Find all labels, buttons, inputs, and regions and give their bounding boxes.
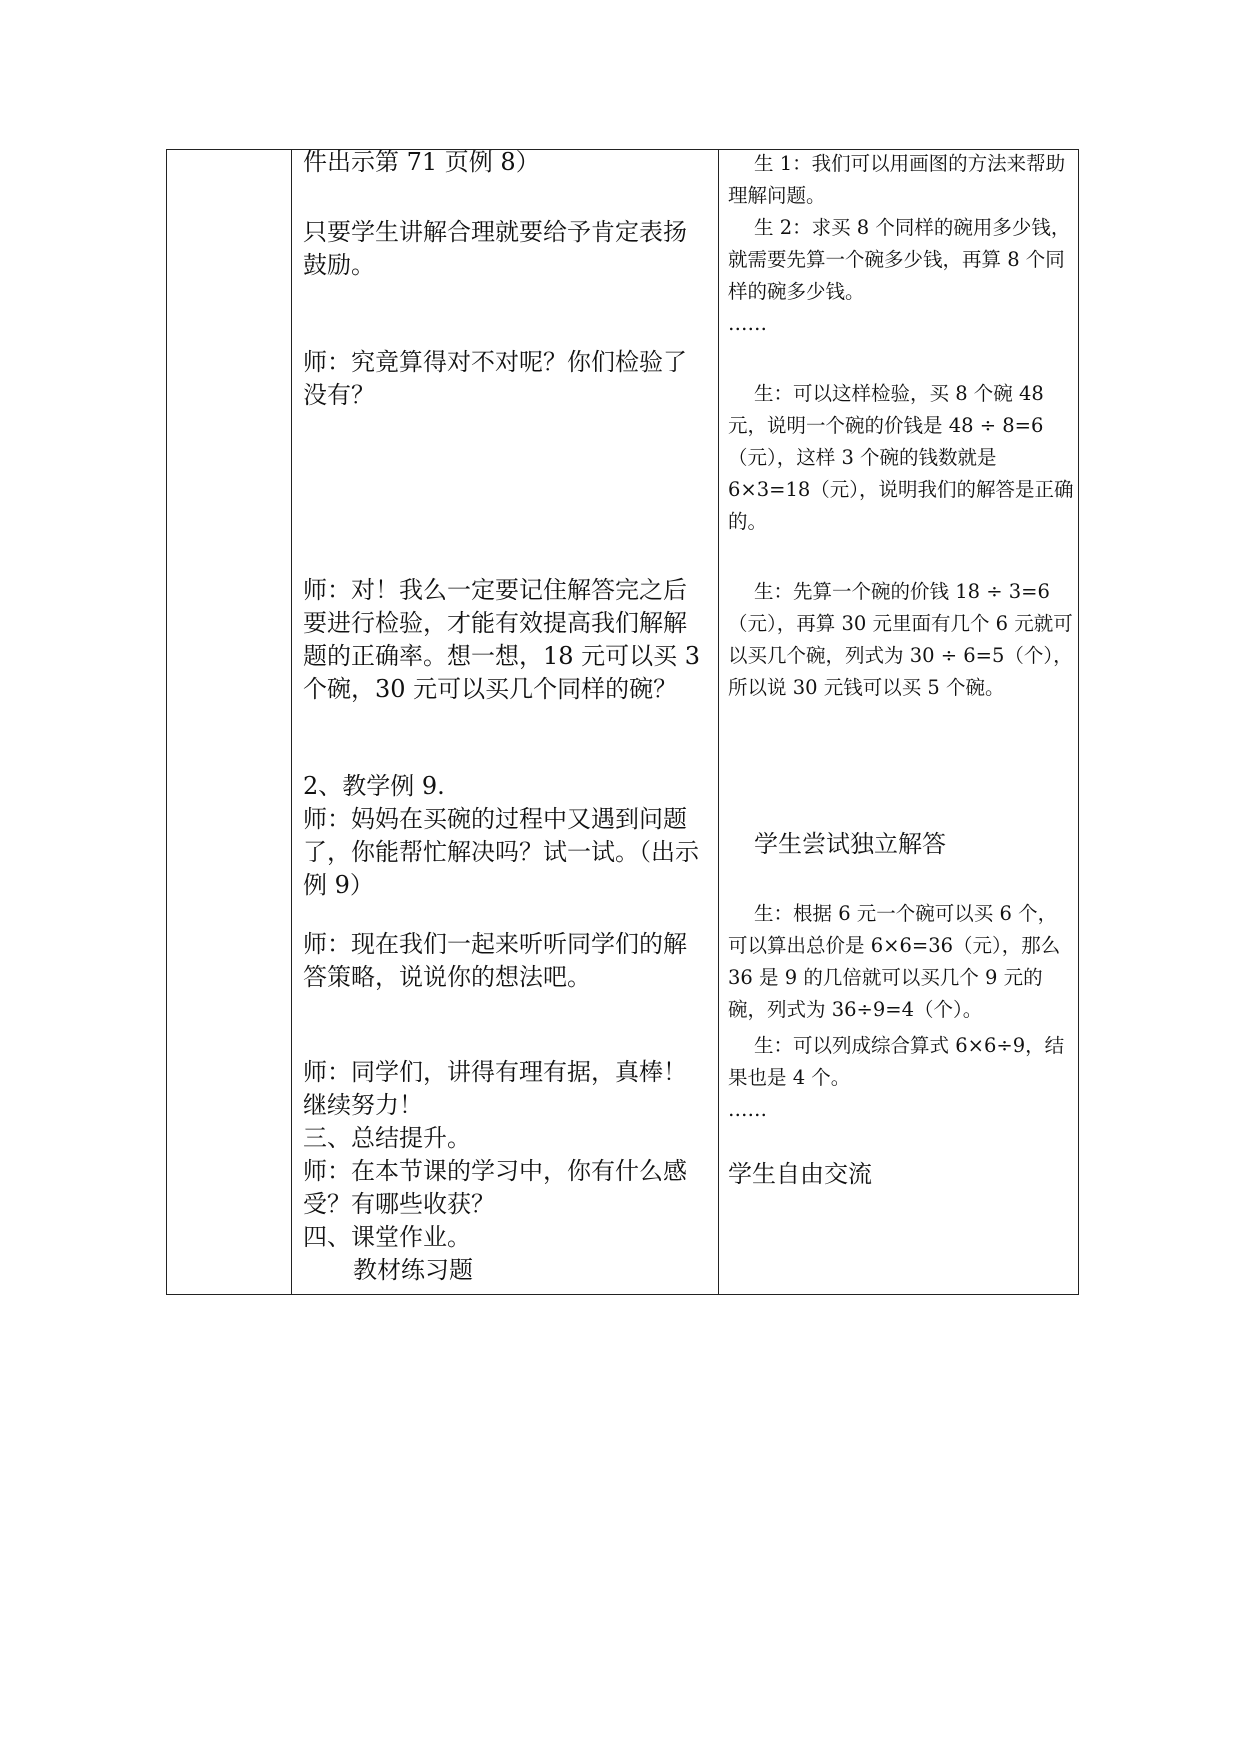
teacher-text-7: 师：同学们，讲得有理有据，真棒！继续努力！ 三、总结提升。 师：在本节课的学习中，你有什么感受？有哪些收获？ 四、课堂作业。: [303, 1058, 687, 1251]
teacher-text-1: 件出示第 71 页例 8）: [303, 148, 540, 176]
teacher-text-8: 教材练习题: [353, 1256, 473, 1284]
student-text-6: 生：根据 6 元一个碗可以买 6 个，可以算出总价是 6×6=36（元），那么 36 是 9 的几倍就可以买几个 9 元的碗，列式为 36÷9=4（个）。: [728, 902, 1061, 1021]
table-cell-teacher: [293, 150, 717, 1294]
teacher-text-3: 师：究竟算得对不对呢？你们检验了没有？: [303, 348, 687, 409]
column-divider-right: [718, 150, 719, 1294]
teacher-text-6: 师：现在我们一起来听听同学们的解答策略，说说你的想法吧。: [303, 930, 687, 991]
teacher-text-2: 只要学生讲解合理就要给予肯定表扬鼓励。: [303, 218, 687, 279]
student-text-3: 生：可以这样检验，买 8 个碗 48 元，说明一个碗的价钱是 48 ÷ 8=6（元），这样 3 个碗的钱数就是 6×3=18（元），说明我们的解答是正确的。: [728, 382, 1074, 533]
student-text-1: 生 1：我们可以用画图的方法来帮助理解问题。: [728, 152, 1066, 207]
student-text-4: 生：先算一个碗的价钱 18 ÷ 3=6（元），再算 30 元里面有几个 6 元就可以买几个碗，列式为 30 ÷ 6=5（个），所以说 30 元钱可以买 5 个碗。: [728, 580, 1073, 699]
student-text-7: 生：可以列成综合算式 6×6÷9，结果也是 4 个。 ……: [728, 1034, 1065, 1121]
student-text-8: 学生自由交流: [728, 1160, 872, 1188]
student-text-2: 生 2：求买 8 个同样的碗用多少钱，就需要先算一个碗多少钱，再算 8 个同样的碗多少钱。 ……: [728, 216, 1071, 335]
lesson-plan-table: [166, 149, 1079, 1295]
student-text-5: 学生尝试独立解答: [754, 830, 946, 858]
teacher-text-5: 2、教学例 9. 师：妈妈在买碗的过程中又遇到问题了，你能帮忙解决吗？试一试。（出示例 9）: [303, 772, 699, 899]
table-cell-student: [720, 150, 1078, 1294]
column-divider-left: [291, 150, 292, 1294]
teacher-text-4: 师：对！我么一定要记住解答完之后要进行检验，才能有效提高我们解解题的正确率。想一想，18 元可以买 3 个碗，30 元可以买几个同样的碗？: [303, 576, 701, 703]
